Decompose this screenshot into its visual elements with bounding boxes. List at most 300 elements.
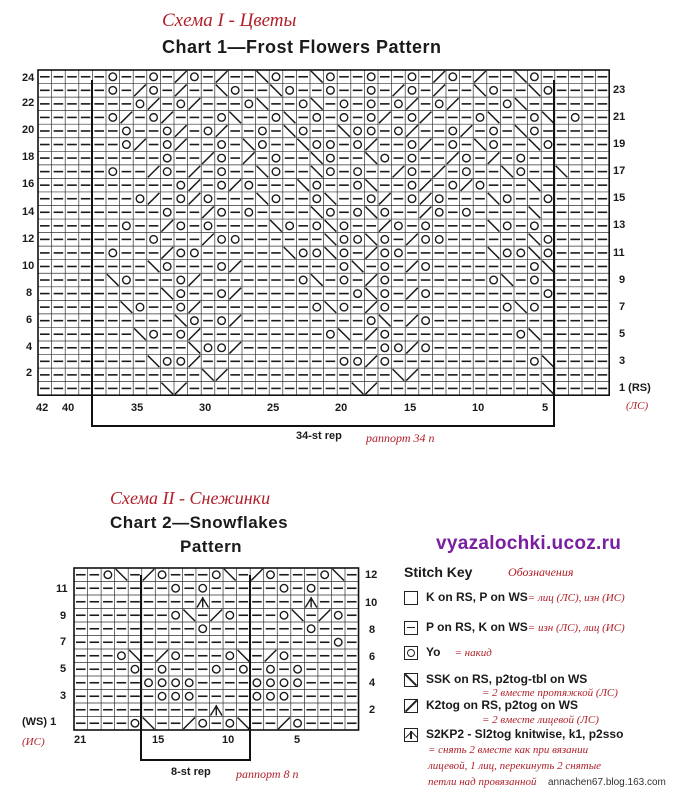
chart1-yo-mark [367,73,375,81]
chart1-yo-mark [191,249,199,257]
chart2-yo-mark [131,719,139,727]
chart1-yo-mark [449,127,457,135]
chart1-yo-mark [259,141,267,149]
chart1-yo-mark [177,222,185,230]
chart1-yo-mark [517,168,525,176]
chart1-yo-mark [177,358,185,366]
chart1-yo-mark [177,276,185,284]
row-label: 3 [619,355,626,367]
row-label: 10 [22,260,35,272]
chart1-k2tog-mark [229,315,241,327]
chart1-yo-mark [408,114,416,122]
chart1-yo-mark [367,87,375,95]
chart2-yo-mark [158,692,166,700]
yarn-over-icon [404,646,418,660]
key-item-purl [404,620,625,635]
col-label: 42 [36,402,49,414]
chart1-yo-mark [286,87,294,95]
chart1-yo-mark [204,195,212,203]
chart1-rep-label: 34-st rep [296,430,342,442]
chart1-yo-mark [531,73,539,81]
chart1-yo-mark [231,87,239,95]
chart1-k2tog-mark [175,85,187,97]
k2tog-icon [404,699,418,713]
chart2-yo-mark [267,679,275,687]
chart1-ssk-mark [161,383,173,395]
chart1-ssk-mark [121,301,133,313]
chart1-ssk-mark [352,383,364,395]
key-item-k2tog [404,698,578,713]
key-ru: = 2 вместе протяжкой (ЛС) [482,687,618,699]
chart1-yo-mark [381,330,389,338]
chart1-k2tog-mark [406,125,418,137]
chart1-ssk-mark [148,261,160,273]
key-label: Yo [426,645,441,659]
chart1-yo-mark [422,317,430,325]
row-label: 13 [613,219,626,231]
chart1-yo-mark [136,303,144,311]
chart1-yo-mark [150,236,158,244]
chart1-yo-mark [231,236,239,244]
chart1-yo-mark [476,181,484,189]
chart1-k2tog-mark [148,166,160,178]
row-label: 4 [369,677,376,689]
chart2-yo-mark [240,665,248,673]
row-label: 21 [613,111,626,123]
key-ru: = накид [454,647,492,659]
row-label: 7 [60,636,67,648]
chart2-k2tog-mark [143,569,155,581]
chart1-yo-mark [163,168,171,176]
chart1-ssk-mark [311,98,323,110]
row-label: 9 [60,610,67,622]
chart1-yo-mark [272,114,280,122]
chart1-yo-mark [354,181,362,189]
chart1-yo-mark [340,358,348,366]
chart1-yo-mark [191,73,199,81]
site-link[interactable]: vyazalochki.ucoz.ru [436,533,622,554]
chart2-yo-mark [334,611,342,619]
chart1-k2tog-mark [189,301,201,313]
chart1-yo-mark [204,222,212,230]
chart1-yo-mark [191,317,199,325]
chart1-yo-mark [313,195,321,203]
chart1-k2tog-mark [121,112,133,124]
chart1-ssk-mark [134,328,146,340]
chart1-ssk-mark [325,234,337,246]
chart1-yo-mark [503,249,511,257]
chart2-ssk-mark [224,569,236,581]
chart1-ssk-mark [556,166,568,178]
row-label: 5 [619,328,626,340]
chart1-yo-mark [177,181,185,189]
chart1-ssk-mark [488,220,500,232]
chart1-ssk-mark [474,139,486,151]
chart1-ssk-mark [515,71,527,83]
col-label: 15 [404,402,417,414]
col-label: 25 [267,402,280,414]
chart1-yo-mark [354,290,362,298]
chart1-yo-mark [327,141,335,149]
row-label: 2 [369,704,376,716]
chart1-yo-mark [531,263,539,271]
chart1-yo-mark [340,276,348,284]
chart1-yo-mark [408,181,416,189]
chart2-yo-mark [118,652,126,660]
chart1-ssk-mark [393,369,405,381]
key-ru: лицевой, 1 лиц, перекинуть 2 снятые [428,760,602,772]
chart1-ssk-mark [175,315,187,327]
chart1-yo-mark [245,208,253,216]
key-ru: = изн (ЛС), лиц (ИС) [527,622,625,634]
chart1-yo-mark [150,73,158,81]
col-label: 21 [74,734,87,746]
chart1-k2tog-mark [420,207,432,219]
row-label: 7 [619,301,626,313]
chart1-ssk-mark [311,166,323,178]
key-label: K2tog on RS, p2tog on WS [426,698,578,712]
chart1-k2tog-mark [406,369,418,381]
chart1-k2tog-mark [433,166,445,178]
chart1-k2tog-mark [229,179,241,191]
watermark: annachen67.blog.163.com [548,777,666,788]
chart1-k2tog-mark [379,193,391,205]
chart1-ssk-mark [529,207,541,219]
row-label: 19 [613,138,626,150]
chart2-yo-mark [185,692,193,700]
chart1-ssk-mark [148,356,160,368]
chart1-yo-mark [422,290,430,298]
chart1-yo-mark [272,73,280,81]
chart1-yo-mark [517,249,525,257]
chart2-yo-mark [158,665,166,673]
chart1-ssk-mark [311,207,323,219]
chart1-yo-mark [435,236,443,244]
chart2-yo-mark [199,584,207,592]
chart1-yo-mark [463,154,471,162]
row-label: 14 [22,206,35,218]
chart2-yo-mark [172,692,180,700]
chart1-ssk-mark [325,193,337,205]
chart1-k2tog-mark [229,342,241,354]
chart2-s2kp2-mark [211,705,223,716]
chart1-ssk-mark [529,247,541,259]
chart1-yo-mark [408,195,416,203]
chart1-ssk-mark [325,247,337,259]
chart1-yo-mark [571,114,579,122]
chart1-yo-mark [395,222,403,230]
chart1-ssk-mark [365,288,377,300]
chart1-ssk-mark [542,356,554,368]
col-label: 5 [542,402,549,414]
chart1-rep-ru: раппорт 34 п [366,431,435,445]
row-label: 3 [60,690,67,702]
chart1-ssk-mark [257,98,269,110]
chart1-yo-mark [136,100,144,108]
chart1-k2tog-mark [175,139,187,151]
chart1-yo-mark [163,154,171,162]
chart1-yo-mark [490,127,498,135]
chart1-ssk-mark [284,125,296,137]
chart1-ssk-mark [529,179,541,191]
chart1-yo-mark [340,236,348,244]
chart1-k2tog-mark [189,328,201,340]
chart1-k2tog-mark [393,85,405,97]
key-label: S2KP2 - Sl2tog knitwise, k1, p2sso [426,727,624,741]
key-item-s2kp2 [404,727,623,742]
chart1-k2tog-mark [189,166,201,178]
chart1-yo-mark [503,195,511,203]
chart1-k2tog-mark [406,234,418,246]
chart1-yo-mark [123,222,131,230]
chart1-yo-mark [381,208,389,216]
chart1-k2tog-mark [365,383,377,395]
chart1-ssk-mark [202,369,214,381]
chart1-ssk-mark [161,288,173,300]
chart1-ssk-mark [311,152,323,164]
chart1-ssk-mark [379,315,391,327]
chart1-yo-mark [422,344,430,352]
chart1-yo-mark [463,208,471,216]
chart1-yo-mark [204,344,212,352]
chart1-yo-mark [381,249,389,257]
chart2-yo-mark [226,611,234,619]
chart1-k2tog-mark [175,125,187,137]
chart2-s2kp2-mark [197,597,209,608]
chart1-k2tog-mark [406,315,418,327]
chart1-k2tog-mark [447,98,459,110]
chart1-k2tog-mark [365,139,377,151]
chart1-k2tog-mark [189,356,201,368]
chart1-ssk-mark [325,220,337,232]
chart1-yo-mark [490,87,498,95]
chart1-yo-mark [218,317,226,325]
chart1-yo-mark [422,222,430,230]
chart1-yo-mark [109,114,117,122]
chart1-yo-mark [544,290,552,298]
chart1-yo-mark [544,141,552,149]
row-label: 10 [365,597,378,609]
chart1-yo-mark [408,154,416,162]
chart1-k2tog-mark [216,369,228,381]
chart1-yo-mark [313,141,321,149]
chart1-k2tog-mark [148,98,160,110]
chart1-ssk-mark [311,274,323,286]
chart1-yo-mark [177,290,185,298]
chart2-yo-mark [280,652,288,660]
chart1-yo-mark [327,154,335,162]
chart1-yo-mark [381,303,389,311]
chart1-yo-mark [340,114,348,122]
chart2-yo-mark [226,719,234,727]
chart2-yo-mark [104,571,112,579]
chart1-yo-mark [218,236,226,244]
chart1-yo-mark [490,276,498,284]
chart1-yo-mark [218,263,226,271]
chart1-ssk-mark [365,207,377,219]
chart2-yo-mark [212,665,220,673]
chart1-yo-mark [531,127,539,135]
chart2-k2tog-mark [278,718,290,730]
chart1-yo-mark [327,330,335,338]
col-label: 10 [472,402,485,414]
row-label: 8 [26,287,33,299]
chart1-ssk-mark [542,261,554,273]
chart1-yo-mark [354,236,362,244]
col-label: 40 [62,402,75,414]
stitch-key-title-ru: Обозначения [508,565,574,579]
blank-cell-icon [404,591,418,605]
chart1-k2tog-mark [189,193,201,205]
chart1-k2tog-mark [365,247,377,259]
chart1-yo-mark [354,127,362,135]
chart2-yo-mark [199,625,207,633]
chart1-yo-mark [367,127,375,135]
s2kp2-icon [404,728,418,742]
chart2-rep-label: 8-st rep [171,766,211,778]
chart2-yo-mark [267,571,275,579]
col-label: 30 [199,402,212,414]
chart1-yo-mark [218,208,226,216]
chart2-k2tog-mark [265,650,277,662]
chart1-yo-mark [340,100,348,108]
row-label: 9 [619,274,626,286]
chart2-ws-note: (ИС) [22,736,45,748]
chart1-yo-mark [367,114,375,122]
chart1-yo-mark [218,181,226,189]
chart1-yo-mark [245,181,253,189]
chart1-yo-mark [517,154,525,162]
chart1-yo-mark [408,168,416,176]
chart1-k2tog-mark [202,207,214,219]
chart1-ssk-mark [365,234,377,246]
chart2-k2tog-mark [183,718,195,730]
chart1-k2tog-mark [420,179,432,191]
row-label: 5 [60,663,67,675]
chart2-yo-mark [131,665,139,673]
row-label: 16 [22,178,35,190]
chart1-k2tog-mark [447,152,459,164]
chart1-yo-mark [340,249,348,257]
chart1-yo-mark [367,100,375,108]
chart2-title-en-1: Chart 2—Snowflakes [110,513,289,532]
chart1-yo-mark [531,276,539,284]
chart1-yo-mark [395,100,403,108]
chart1-yo-mark [272,195,280,203]
chart2-yo-mark [294,665,302,673]
chart2-k2tog-mark [156,650,168,662]
chart1-yo-mark [449,141,457,149]
key-ru: = 2 вместе лицевой (ЛС) [482,714,599,726]
chart1-yo-mark [381,263,389,271]
chart1-yo-mark [490,141,498,149]
chart1-yo-mark [123,127,131,135]
chart2-ssk-mark [292,610,304,622]
row-label: 4 [26,341,33,353]
chart1-rs-note: (ЛС) [626,400,649,412]
chart1-yo-mark [259,127,267,135]
chart2-yo-mark [199,719,207,727]
chart1-k2tog-mark [406,288,418,300]
chart1-k2tog-mark [365,274,377,286]
key-label: SSK on RS, p2tog-tbl on WS [426,672,588,686]
chart1-k2tog-mark [229,261,241,273]
chart1-k2tog-mark [433,85,445,97]
chart2-yo-mark [253,692,261,700]
chart1-k2tog-mark [420,112,432,124]
chart1-yo-mark [354,168,362,176]
chart2-ssk-mark [143,718,155,730]
chart1-ssk-mark [229,112,241,124]
chart1-k2tog-mark [134,139,146,151]
chart2-title-ru: Схема II - Снежинки [110,488,271,508]
chart1-ssk-mark [257,193,269,205]
chart1-yo-mark [150,87,158,95]
chart1-yo-mark [218,344,226,352]
chart1-ssk-mark [365,152,377,164]
chart1-ssk-mark [529,139,541,151]
chart1-yo-mark [544,87,552,95]
chart1-yo-mark [449,73,457,81]
row-label: 11 [56,583,68,595]
chart1-ssk-mark [488,247,500,259]
row-label: 12 [365,569,378,581]
chart1-yo-mark [367,317,375,325]
chart2-yo-mark [294,679,302,687]
chart1-k2tog-mark [433,71,445,83]
row-label: 6 [369,651,376,663]
chart1-k2tog-mark [243,152,255,164]
chart2-yo-mark [226,652,234,660]
chart1-yo-mark [163,141,171,149]
chart1-yo-mark [503,222,511,230]
col-label: 35 [131,402,144,414]
chart1-ssk-mark [501,166,513,178]
chart1-k2tog-mark [365,301,377,313]
chart1-yo-mark [531,222,539,230]
chart1-yo-mark [340,222,348,230]
chart1-yo-mark [163,208,171,216]
chart1-yo-mark [163,358,171,366]
col-label: 5 [294,734,301,746]
chart2-yo-mark [145,679,153,687]
chart1-yo-mark [381,290,389,298]
chart1-yo-mark [354,208,362,216]
chart1-yo-mark [435,195,443,203]
chart1-k2tog-mark [229,288,241,300]
row-label: 1 (RS) [619,382,651,394]
chart1-yo-mark [476,114,484,122]
chart1-ssk-mark [529,234,541,246]
chart1-yo-mark [177,303,185,311]
chart1-yo-mark [177,195,185,203]
chart1-yo-mark [313,249,321,257]
chart1-ssk-mark [529,85,541,97]
chart1-yo-mark [381,236,389,244]
chart1-yo-mark [327,73,335,81]
key-item-ssk [404,672,587,687]
chart1-yo-mark [354,358,362,366]
chart1-k2tog-mark [379,112,391,124]
chart2-ssk-mark [238,650,250,662]
chart1-yo-mark [272,154,280,162]
row-label: 24 [22,72,35,84]
chart1-yo-mark [381,276,389,284]
chart1-k2tog-mark [216,71,228,83]
key-label: P on RS, K on WS [426,620,528,634]
chart1-k2tog-mark [379,220,391,232]
stitch-key-title: Stitch Key [404,564,473,580]
